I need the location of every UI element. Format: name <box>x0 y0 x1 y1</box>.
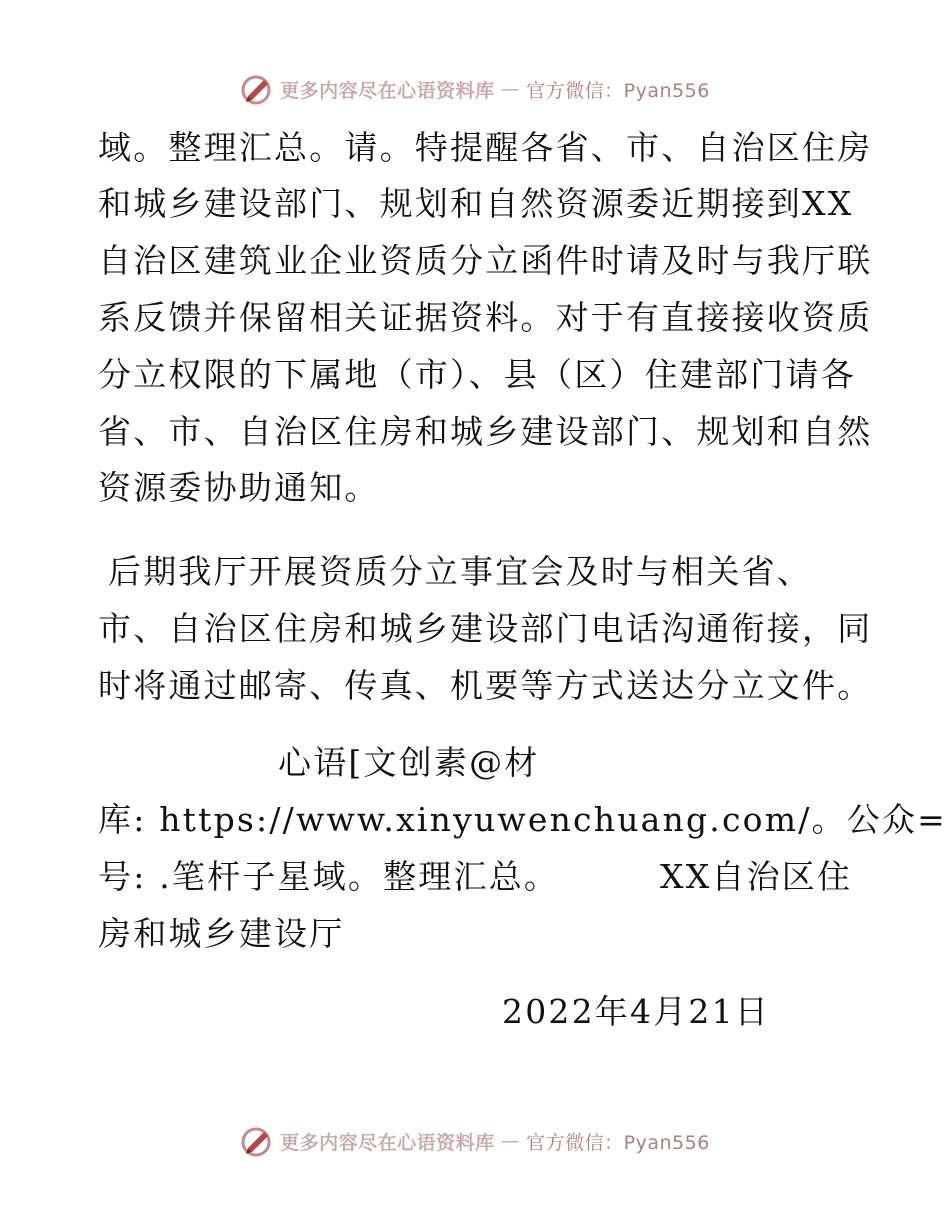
body-line: 分立权限的下属地（市）、县（区）住建部门请各 <box>98 355 856 394</box>
body-line: 后期我厅开展资质分立事宜会及时与相关省、 <box>108 552 812 591</box>
banner-dash: — <box>500 1130 521 1152</box>
banner-dash: — <box>500 78 521 100</box>
pen-logo-icon <box>240 72 274 106</box>
footer-watermark-banner <box>0 1124 950 1158</box>
body-line: 心语[文创素@材 <box>278 743 540 782</box>
body-line: 号: .笔杆子星域。整理汇总。 <box>98 857 560 896</box>
banner-main-text: 更多内容尽在心语资料库 <box>280 79 495 102</box>
body-line: 省、市、自治区住房和城乡建设部门、规划和自然 <box>98 412 873 451</box>
issuer-line: XX自治区住 <box>660 857 853 896</box>
banner-main-text: 更多内容尽在心语资料库 <box>280 1131 495 1154</box>
body-line: 资源委协助通知。 <box>98 468 380 507</box>
document-date: 2022年4月21日 <box>502 992 770 1031</box>
pen-logo-icon <box>240 1124 274 1158</box>
banner-wechat-text: 官方微信：Pyan556 <box>526 1131 710 1154</box>
body-line: 域。整理汇总。请。特提醒各省、市、自治区住房 <box>98 128 873 167</box>
body-line: 自治区建筑业企业资质分立函件时请及时与我厅联 <box>98 241 873 280</box>
body-line: 系反馈并保留相关证据资料。对于有直接接收资质 <box>98 298 873 337</box>
body-line: 市、自治区住房和城乡建设部门电话沟通衔接，同 <box>98 609 873 648</box>
banner-wechat-text: 官方微信：Pyan556 <box>526 79 710 102</box>
body-line: 时将通过邮寄、传真、机要等方式送达分立文件。 <box>98 666 873 705</box>
header-watermark-banner <box>0 72 950 106</box>
body-line: 和城乡建设部门、规划和自然资源委近期接到XX <box>98 184 854 223</box>
issuer-line: 房和城乡建设厅 <box>98 914 345 953</box>
url-line: 库: https://www.xinyuwenchuang.com/。公众= <box>98 800 947 839</box>
